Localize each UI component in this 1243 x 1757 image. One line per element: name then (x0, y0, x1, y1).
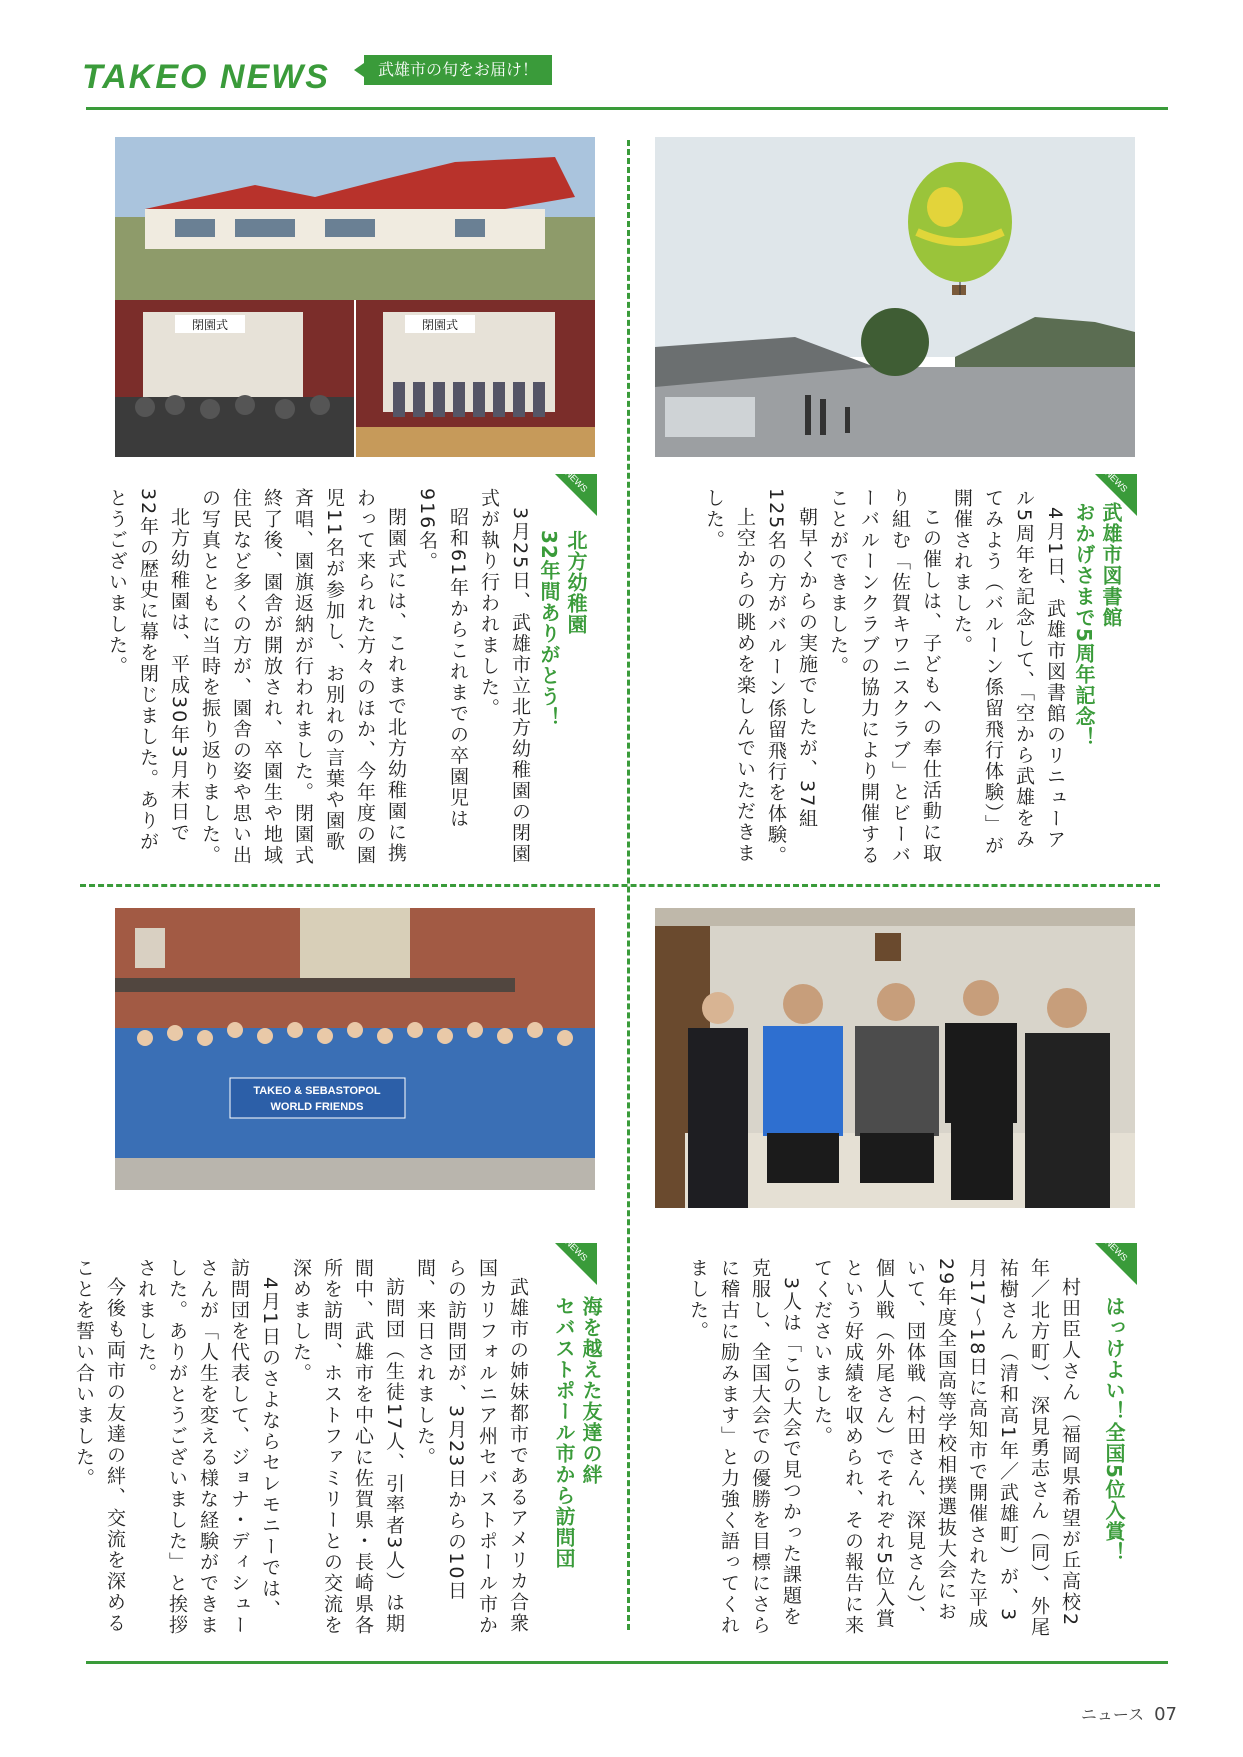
news-tag-sumo: NEWS (1095, 1243, 1137, 1285)
banner-line1: TAKEO & SEBASTOPOL (253, 1085, 381, 1097)
ceremony-sign-right: 閉園式 (421, 318, 459, 332)
page-header-title: TAKEO NEWS (82, 58, 330, 96)
balloon-photo (655, 137, 1135, 457)
kindergarten-headline: 北方幼稚園 32年間ありがとう！ (537, 530, 588, 728)
library-article: 4月1日、武雄市図書館のリニューアル5周年を記念して、「空から武雄をみてみよう（バルーン係留飛行体験）」が開催されました。 この催しは、子どもへの奉仕活動に取り組む「佐賀キワニスクラブ」とビーバーバルーンクラブの協力により開催することができました。 朝早くからの実施でしたが、37組125名の方がバルーン係留飛行を体験。 上空からの眺めを楽しんでいただきました。 (703, 488, 1066, 867)
sumo-photo (655, 908, 1135, 1208)
news-tag-library: NEWS (1095, 474, 1137, 516)
bottom-rule (86, 1661, 1168, 1664)
ceremony-sign-left: 閉園式 (191, 318, 229, 332)
kindergarten-article: 3月25日、武雄市立北方幼稚園の閉園式が執り行われました。 昭和61年からこれまでの卒園児は916名。 閉園式には、これまで北方幼稚園に携わって来られた方々のほか、今年度の園児11名が参加し、お別れの言葉や園歌斉唱、園旗返納が行われました。閉園式終了後、園舎が開放され、卒園生や地域住民など多くの方が、園舎の姿や思い出の写真とともに当時を振り返りました。 北方幼稚園は、平成30年3月末日で32年の歴史に幕を閉じました。ありがとうございました。 (106, 488, 531, 866)
horizontal-divider (80, 884, 1160, 887)
header-badge: 武雄市の旬をお届け！ (364, 55, 552, 85)
sumo-headline: はっけよい！全国5位入賞！ (1102, 1296, 1126, 1563)
page-footer (1081, 1702, 1177, 1725)
news-tag-kindergarten: NEWS (555, 474, 597, 516)
page-number: 07 (1154, 1704, 1177, 1725)
sebastopol-headline: 海を越えた友達の絆 セバストポール市から訪問団 (552, 1296, 603, 1569)
library-headline: 武雄市図書館 おかげさまで5周年記念！ (1072, 502, 1123, 748)
kindergarten-photo (115, 137, 595, 457)
friendship-group-photo (115, 908, 595, 1190)
banner-line2: WORLD FRIENDS (270, 1101, 364, 1113)
news-tag-sebastopol: NEWS (555, 1243, 597, 1285)
sebastopol-article: 武雄市の姉妹都市であるアメリカ合衆国カリフォルニア州セバストポール市からの訪問団が、3月23日からの10日間、来日されました。 訪問団（生徒17人、引率者3人）は期間中、武雄市を中心に佐賀県・長崎県各所を訪問、ホストファミリーとの交流を深めました。 4月1日のさよならセレモニーでは、訪問団を代表して、ジョナ・ディシューさんが「人生を変える様な経験ができました。ありがとうございました」と挨拶されました。 今後も両市の友達の絆、交流を深めることを誓い合いました。 (73, 1258, 529, 1636)
sumo-article: 村田臣人さん（福岡県希望が丘高校2年／北方町）、深見勇志さん（同）、外尾祐樹さん（清和高1年／武雄町）が、3月17～18日に高知市で開催された平成29年度全国高等学校相撲選抜大会において、団体戦（村田さん、深見さん）、個人戦（外尾さん）でそれぞれ5位入賞という好成績を収められ、その報告に来てくださいました。 3人は「この大会で見つかった課題を克服し、全国大会での優勝を目標にさらに稽古に励みます」と力強く語ってくれました。 (687, 1258, 1081, 1638)
top-rule (86, 107, 1168, 110)
footer-section: ニュース (1080, 1705, 1145, 1724)
